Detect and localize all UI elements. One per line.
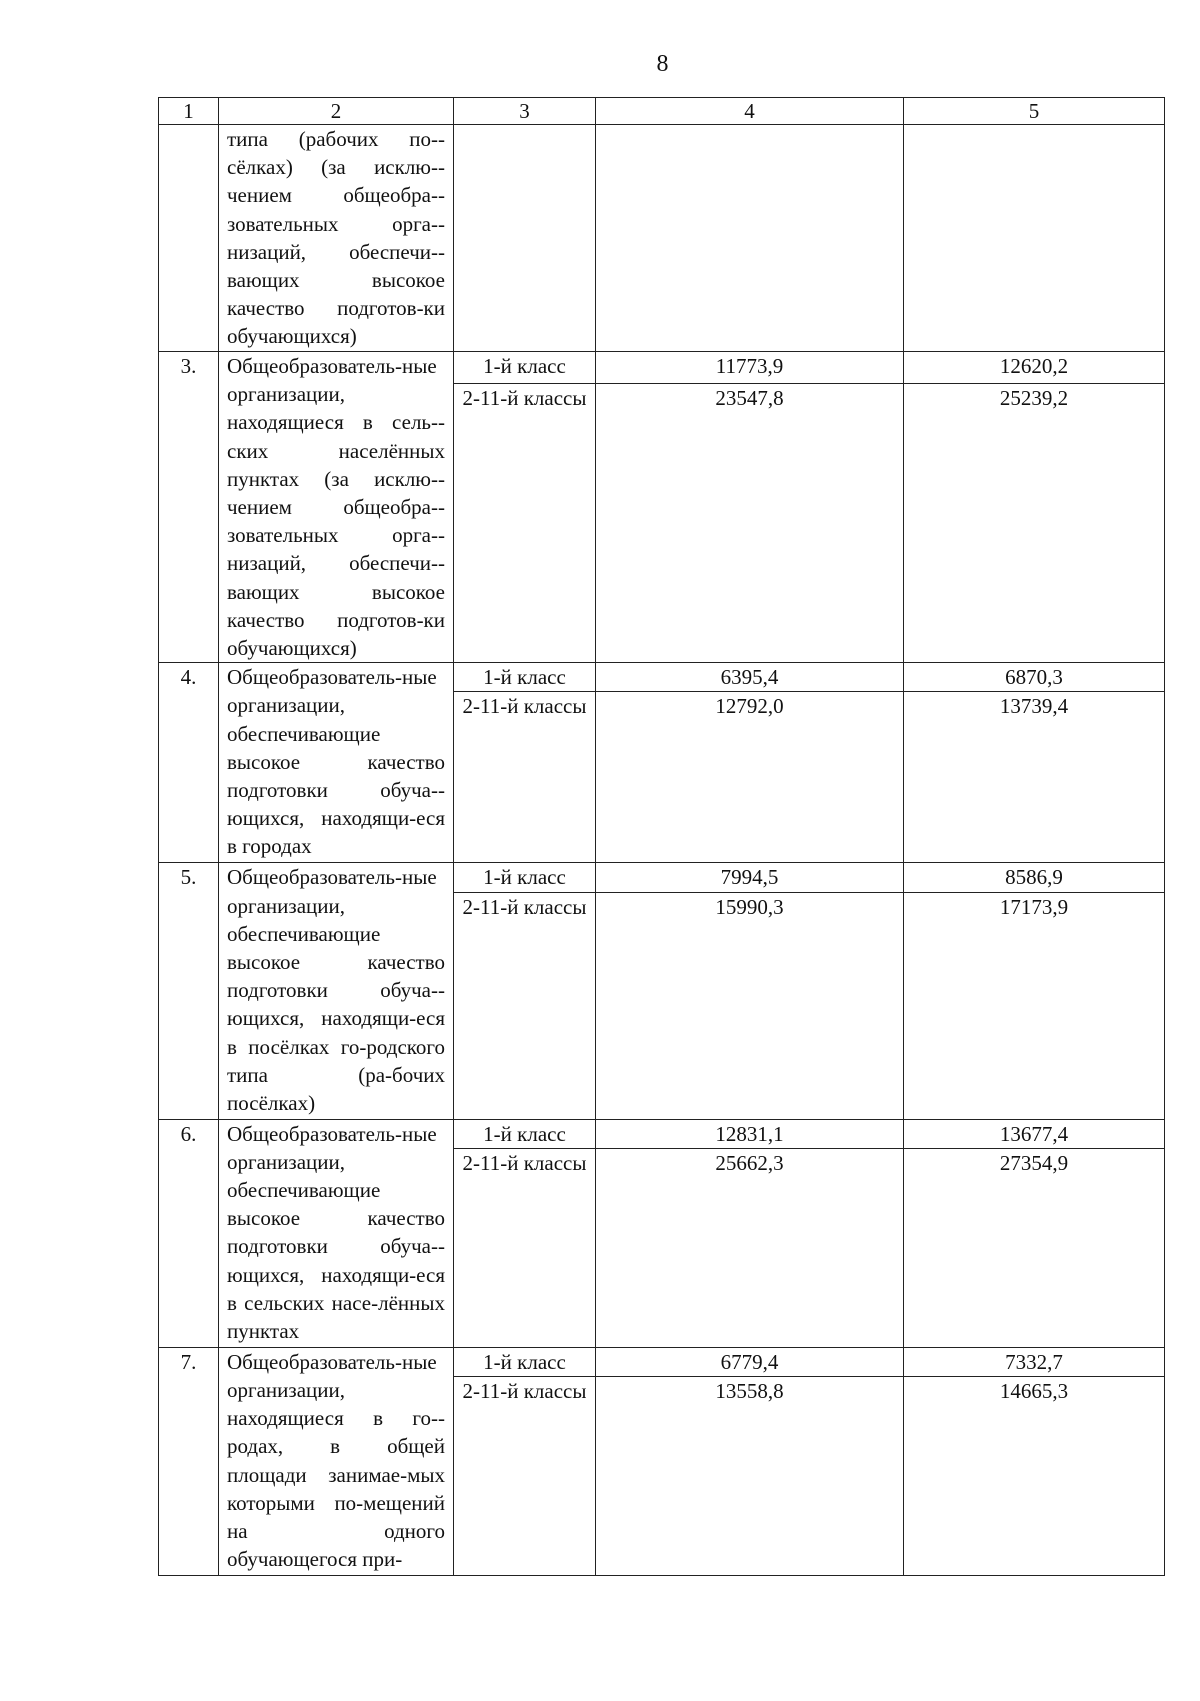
row-description: Общеобразователь-ные организации, обеспечивающие высокое качество подготовки обуча-ющихся, находящи-еся в городах [219, 663, 454, 863]
row-number: 7. [159, 1347, 219, 1575]
page-number: 8 [656, 51, 669, 77]
value-col5: 6870,3 [904, 663, 1165, 692]
value-col5: 12620,2 [904, 352, 1165, 384]
class-label: 2-11-й классы [454, 892, 596, 1119]
row-number: 3. [159, 352, 219, 663]
row-number: 5. [159, 863, 219, 1119]
value-col5: 8586,9 [904, 863, 1165, 892]
tariff-table [158, 97, 1165, 1576]
class-label: 1-й класс [454, 863, 596, 892]
table-row [159, 1119, 1165, 1148]
row-description: Общеобразователь-ные организации, обеспечивающие высокое качество подготовки обуча-ющихся, находящи-еся в посёлках го-родского типа (ра-бочих посёлках) [219, 863, 454, 1119]
value-col4: 12792,0 [596, 692, 904, 863]
table-row-continuation [159, 125, 1165, 352]
value-cell-5 [904, 125, 1165, 352]
class-label: 2-11-й классы [454, 692, 596, 863]
header-cell-5: 5 [904, 98, 1165, 125]
header-cell-2: 2 [219, 98, 454, 125]
row-description: Общеобразователь-ные организации, находящиеся в го-родах, в общей площади занимае-мых которыми по-мещений на одного обучающегося при- [219, 1347, 454, 1575]
value-col4: 6395,4 [596, 663, 904, 692]
header-cell-4: 4 [596, 98, 904, 125]
row-description: типа (рабочих по-сёлках) (за исклю-чением общеобра-зовательных орга-низаций, обеспечи-вающих высокое качество подготов-ки обучающихся) [219, 125, 454, 352]
value-col4: 15990,3 [596, 892, 904, 1119]
value-col5: 25239,2 [904, 384, 1165, 663]
value-col4: 12831,1 [596, 1119, 904, 1148]
value-col4: 13558,8 [596, 1377, 904, 1576]
value-cell-4 [596, 125, 904, 352]
table-row [159, 663, 1165, 692]
class-label: 1-й класс [454, 663, 596, 692]
class-label: 2-11-й классы [454, 1148, 596, 1347]
row-description: Общеобразователь-ные организации, находящиеся в сель-ских населённых пунктах (за исклю-чением общеобра-зовательных орга-низаций, обеспечи-вающих высокое качество подготов-ки обучающихся) [219, 352, 454, 663]
class-cell [454, 125, 596, 352]
class-label: 2-11-й классы [454, 1377, 596, 1576]
row-description: Общеобразователь-ные организации, обеспечивающие высокое качество подготовки обуча-ющихся, находящи-еся в сельских насе-лённых пунктах [219, 1119, 454, 1347]
value-col5: 17173,9 [904, 892, 1165, 1119]
value-col5: 7332,7 [904, 1347, 1165, 1376]
class-label: 1-й класс [454, 1347, 596, 1376]
row-number: 4. [159, 663, 219, 863]
table-row [159, 863, 1165, 892]
header-cell-1: 1 [159, 98, 219, 125]
table-row [159, 352, 1165, 384]
value-col5: 13677,4 [904, 1119, 1165, 1148]
value-col4: 6779,4 [596, 1347, 904, 1376]
value-col4: 23547,8 [596, 384, 904, 663]
value-col4: 7994,5 [596, 863, 904, 892]
table-row [159, 1347, 1165, 1376]
class-label: 2-11-й классы [454, 384, 596, 663]
value-col5: 13739,4 [904, 692, 1165, 863]
row-number: 6. [159, 1119, 219, 1347]
value-col4: 25662,3 [596, 1148, 904, 1347]
value-col5: 27354,9 [904, 1148, 1165, 1347]
value-col5: 14665,3 [904, 1377, 1165, 1576]
value-col4: 11773,9 [596, 352, 904, 384]
row-number-cell [159, 125, 219, 352]
header-cell-3: 3 [454, 98, 596, 125]
class-label: 1-й класс [454, 352, 596, 384]
header-row [159, 98, 1165, 125]
class-label: 1-й класс [454, 1119, 596, 1148]
